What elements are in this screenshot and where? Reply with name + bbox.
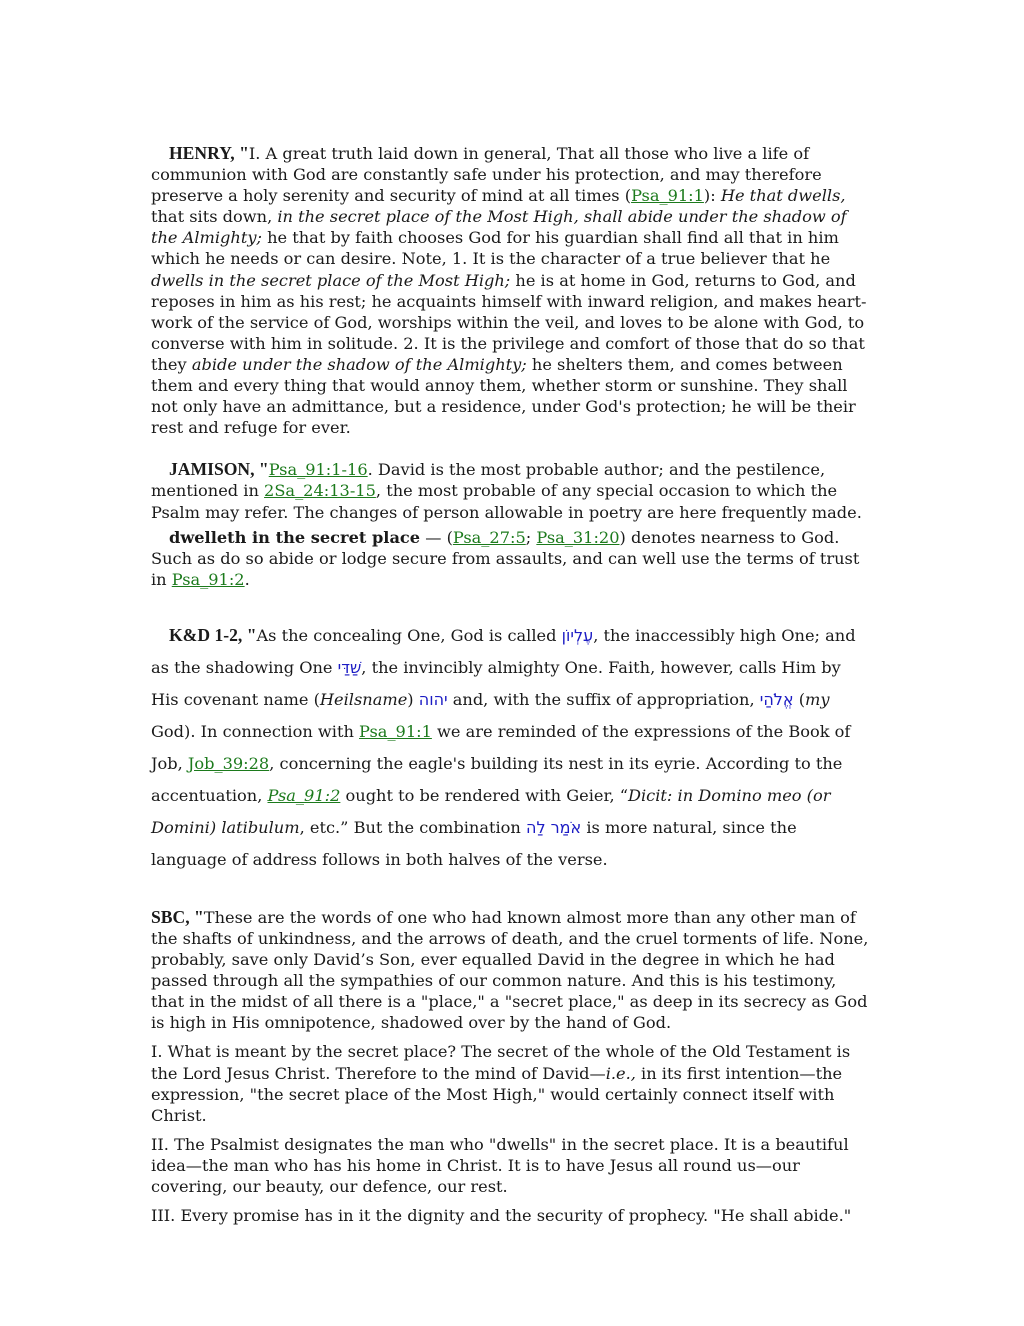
jamison-text-1: . David is the most probable author; and the pestilence, mentioned in [151, 460, 826, 501]
kd-text-3: , the invincibly almighty One. Faith, however, calls Him by His covenant name ( [151, 657, 841, 709]
henry-paragraph [151, 143, 873, 438]
kd-italic-2: my [805, 689, 830, 709]
kd-text-10: ought to be rendered with Geier, “ [340, 785, 629, 805]
henry-text-6: he shelters them, and comes between them and every thing that would annoy them, whether storm or sunshine. They shall not only have an admittance, but a residence, under God's protection; he will be their rest and refuge for ever. [151, 354, 856, 438]
link-psa-91-2[interactable]: Psa_91:2 [171, 569, 245, 589]
henry-text-5: he is at home in God, returns to God, and reposes in him as his rest; he acquaints himself with inward religion, and makes heart-work of the service of God, worships within the veil, and loves to be alone with God, to converse with him in solitude. 2. It is the privilege and comfort of those that do so that they [151, 270, 867, 374]
henry-italic-4: abide under the shadow of the Almighty; [191, 354, 527, 374]
henry-label: HENRY, " [169, 143, 249, 163]
hebrew-omar-lah: אֹמַר לַה [526, 817, 582, 837]
document-page [151, 143, 873, 1226]
kd-italic-3: Dicit: in Domino meo (or Domini) latibulum [151, 785, 831, 837]
jamison-paragraph [151, 459, 873, 522]
hebrew-yhwh: יהוה [418, 689, 448, 709]
henry-italic-1: He that dwells, [720, 186, 846, 206]
sbc-label: SBC, " [151, 906, 204, 927]
kd-label: K&D 1-2, " [169, 624, 257, 645]
kd-text-12: is more natural, since the language of address follows in both halves of the verse. [151, 817, 797, 869]
sbc-point-3: III. Every promise has in it the dignity and the security of prophecy. "He shall abide." [151, 1206, 852, 1226]
sbc-point-1-text-b: in its first intention—the expression, "the secret place of the Most High," would certainly connect itself with Christ. [151, 1063, 843, 1125]
link-2sa-24-13-15[interactable]: 2Sa_24:13-15 [264, 481, 376, 501]
jamison-text-5: ) denotes nearness to God. Such as do so abide or lodge secure from assaults, and can well use the terms of trust in [151, 527, 860, 589]
jamison-text-2: , the most probable of any special occasion to which the Psalm may refer. The changes of person allowable in poetry are here frequently made. [151, 481, 862, 522]
link-kd-psa-91-1[interactable]: Psa_91:1 [359, 721, 432, 741]
hebrew-shaddai: שַׁדַּי [337, 657, 362, 677]
jamison-text-3: — ( [420, 527, 453, 547]
jamison-note-paragraph [151, 527, 873, 590]
henry-text-2: ): [703, 186, 721, 206]
kd-italic-1: Heilsname [319, 689, 408, 709]
henry-italic-2: in the secret place of the Most High, shall abide under the shadow of the Almighty; [151, 207, 847, 248]
henry-text-1: I. A great truth laid down in general, That all those who live a life of communion with God are constantly safe under his protection, and may therefore preserve a holy serenity and security of mind at all times ( [151, 144, 822, 206]
link-kd-psa-91-2[interactable]: Psa_91:2 [267, 785, 341, 805]
kd-text-1: As the concealing One, God is called [256, 625, 562, 645]
hebrew-elohai: אֱלֹהַי [759, 689, 794, 709]
kd-paragraph [151, 619, 873, 876]
sbc-point-1 [151, 1041, 873, 1125]
sbc-point-1-text-a: I. What is meant by the secret place? The secret of the whole of the Old Testament is the Lord Jesus Christ. Therefore to the mind of David— [151, 1042, 851, 1083]
jamison-text-4: ; [525, 527, 537, 547]
link-psa-91-1[interactable]: Psa_91:1 [631, 186, 704, 206]
henry-text-4: he that by faith chooses God for his guardian shall find all that in him which he needs or can desire. Note, 1. It is the character of a true believer that he [151, 228, 839, 269]
link-job-39-28[interactable]: Job_39:28 [187, 753, 270, 773]
henry-italic-3: dwells in the secret place of the Most High; [151, 270, 511, 290]
kd-text-11: , etc.” But the combination [299, 817, 526, 837]
sbc-paragraph [151, 907, 873, 1034]
sbc-point-1-italic: i.e., [605, 1063, 636, 1083]
kd-text-7: God). In connection with [151, 721, 360, 741]
kd-text-4: ) [407, 689, 419, 709]
kd-text-2: , the inaccessibly high One; and as the shadowing One [151, 625, 856, 677]
link-psa-27-5[interactable]: Psa_27:5 [452, 527, 526, 547]
kd-text-9: , concerning the eagle's building its nest in its eyrie. According to the accentuation, [151, 753, 843, 805]
henry-text-3: that sits down, [151, 207, 278, 227]
kd-text-8: we are reminded of the expressions of the Book of Job, [151, 721, 851, 773]
hebrew-elyon: עֶלְיוֹן [561, 625, 594, 645]
jamison-note-heading: dwelleth in the secret place [169, 527, 421, 547]
jamison-label: JAMISON, " [169, 459, 269, 480]
link-psa-91-1-16[interactable]: Psa_91:1-16 [268, 460, 368, 480]
kd-text-6: ( [793, 689, 806, 709]
sbc-text-1: These are the words of one who had known almost more than any other man of the shafts of unkindness, and the arrows of death, and the cruel torments of life. None, probably, save only David’s Son, ever equalled David in the degree in which he had passed through all the sympathies of our common nature. And this is his testimony, that in the midst of all there is a "place," a "secret place," as deep in its secrecy as God is high in His omnipotence, shadowed over by the hand of God. [151, 907, 869, 1033]
sbc-point-2: II. The Psalmist designates the man who "dwells" in the secret place. It is a beautiful idea—the man who has his home in Christ. It is to have Jesus all round us—our covering, our beauty, our defence, our rest. [151, 1134, 849, 1196]
jamison-text-6: . [244, 569, 250, 589]
link-psa-31-20[interactable]: Psa_31:20 [536, 527, 620, 547]
kd-text-5: and, with the suffix of appropriation, [447, 689, 760, 709]
